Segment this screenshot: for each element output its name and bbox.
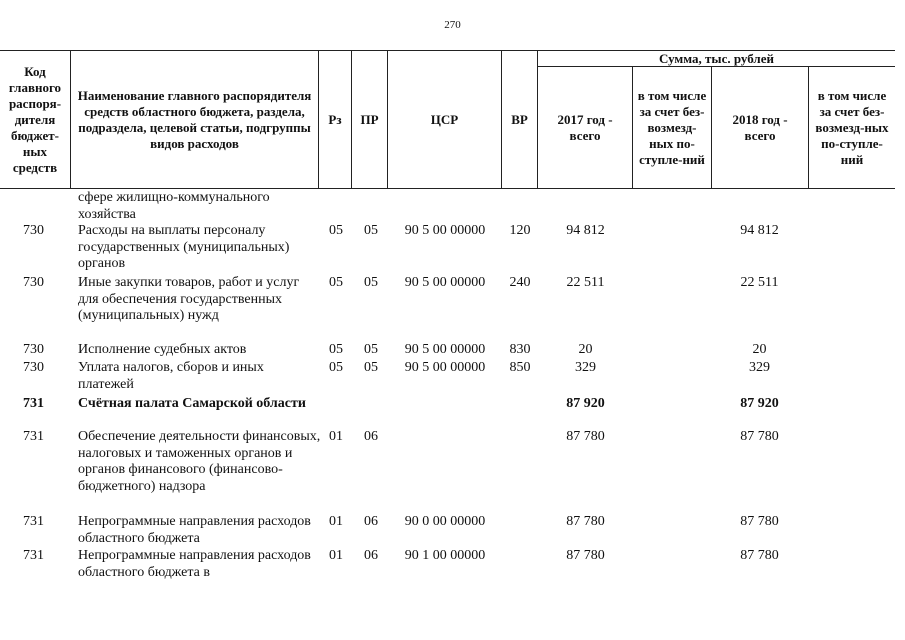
col-divider <box>808 66 809 188</box>
row-name: Обеспечение деятельности финансовых, налоговых и таможенных органов и органов финансового (финансово-бюджетного) надзора <box>78 429 321 494</box>
header-vr: ВР <box>511 111 528 127</box>
header-sum: Сумма, тыс. рублей <box>659 50 774 66</box>
row-sum-2018: 94 812 <box>740 223 779 238</box>
row-rz: 05 <box>329 223 343 238</box>
row-rz: 01 <box>329 514 343 529</box>
row-sum-2018: 20 <box>752 342 767 357</box>
row-rz: 05 <box>329 275 343 290</box>
row-rz: 05 <box>329 360 343 375</box>
row-pr: 06 <box>364 514 378 529</box>
header-2018-incl: в том числе за счет без-возмезд-ных по-ступле-ний <box>815 87 889 167</box>
row-sum-2018: 87 780 <box>740 429 779 444</box>
row-code: 731 <box>23 514 44 529</box>
row-name: Исполнение судебных актов <box>78 342 247 357</box>
row-name: сфере жилищно-коммунального хозяйства <box>78 190 270 222</box>
row-code: 730 <box>23 275 44 290</box>
row-vr: 830 <box>509 342 531 357</box>
header-rz: Рз <box>328 111 342 127</box>
header-bottom-rule <box>0 188 895 189</box>
row-sum-2018: 87 920 <box>740 396 779 411</box>
header-code: Код главного распоря-дителя бюджет-ных средств <box>8 63 62 175</box>
row-sum-2017: 87 780 <box>566 548 605 563</box>
row-rz: 01 <box>329 548 343 563</box>
row-sum-2017: 87 780 <box>566 514 605 529</box>
header-2017-incl: в том числе за счет без-возмезд-ных по-ступле-ний <box>637 87 707 167</box>
row-csr: 90 0 00 00000 <box>404 514 486 529</box>
row-sum-2018: 22 511 <box>740 275 779 290</box>
row-sum-2018: 329 <box>749 360 770 375</box>
row-code: 731 <box>23 429 44 444</box>
page-number: 270 <box>444 19 461 31</box>
row-pr: 05 <box>364 275 378 290</box>
header-csr: ЦСР <box>430 111 459 127</box>
row-csr: 90 5 00 00000 <box>404 275 486 290</box>
row-vr: 120 <box>509 223 531 238</box>
header-name: Наименование главного распорядителя средств областного бюджета, раздела, подраздела, целевой статьи, подгруппы видов расходов <box>77 87 312 151</box>
row-code: 730 <box>23 223 44 238</box>
row-csr: 90 5 00 00000 <box>404 360 486 375</box>
row-csr: 90 1 00 00000 <box>404 548 486 563</box>
header-pr: ПР <box>360 111 379 127</box>
row-pr: 06 <box>364 429 378 444</box>
row-name: Счётная палата Самарской области <box>78 396 306 411</box>
row-code: 731 <box>23 548 44 563</box>
row-pr: 06 <box>364 548 378 563</box>
row-sum-2017: 87 780 <box>566 429 605 444</box>
row-code: 730 <box>23 360 44 375</box>
row-pr: 05 <box>364 342 378 357</box>
row-sum-2017: 94 812 <box>566 223 605 238</box>
row-sum-2017: 87 920 <box>566 396 605 411</box>
row-sum-2018: 87 780 <box>740 514 779 529</box>
col-divider <box>711 66 712 188</box>
row-name: Иные закупки товаров, работ и услуг для обеспечения государственных (муниципальных) нужд <box>78 275 300 323</box>
row-name: Уплата налогов, сборов и иных платежей <box>78 360 264 392</box>
row-csr: 90 5 00 00000 <box>404 223 486 238</box>
row-sum-2017: 329 <box>575 360 596 375</box>
row-csr: 90 5 00 00000 <box>404 342 486 357</box>
col-divider <box>537 50 538 188</box>
row-vr: 240 <box>509 275 531 290</box>
row-name: Расходы на выплаты персоналу государственных (муниципальных) органов <box>78 223 290 271</box>
row-pr: 05 <box>364 360 378 375</box>
header-2018-total: 2018 год - всего <box>732 111 788 143</box>
row-sum-2017: 22 511 <box>566 275 605 290</box>
row-code: 730 <box>23 342 44 357</box>
row-pr: 05 <box>364 223 378 238</box>
col-divider <box>70 50 71 188</box>
row-rz: 01 <box>329 429 343 444</box>
row-sum-2018: 87 780 <box>740 548 779 563</box>
row-sum-2017: 20 <box>578 342 593 357</box>
row-name: Непрограммные направления расходов областного бюджета <box>78 514 311 546</box>
row-rz: 05 <box>329 342 343 357</box>
col-divider <box>632 66 633 188</box>
row-vr: 850 <box>509 360 531 375</box>
row-code: 731 <box>23 396 44 411</box>
header-2017-total: 2017 год - всего <box>557 111 613 143</box>
row-name: Непрограммные направления расходов областного бюджета в <box>78 548 311 580</box>
